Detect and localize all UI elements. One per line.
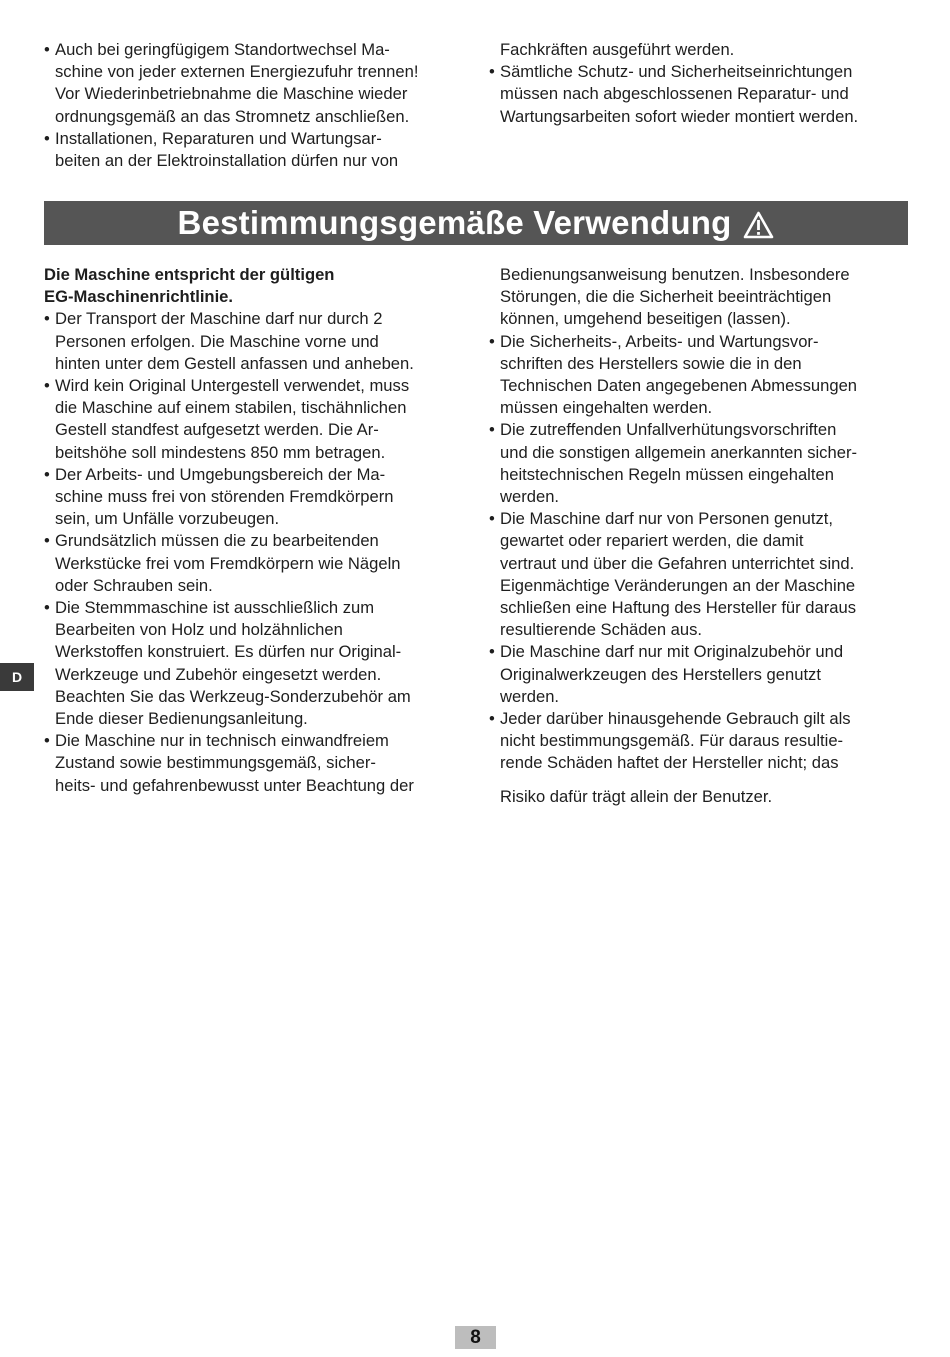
top-right-column (489, 39, 914, 128)
list-item-text: Installationen, Reparaturen und Wartungsar- beiten an der Elektroinstallation dürfen nur von (55, 128, 399, 171)
list-item: • Die Stemmmaschine ist ausschließlich zum Bearbeiten von Holz und holzähnlichen Werkstoffen konstruiert. Es dürfen nur Original- Werkzeuge und Zubehör eingesetzt werden. Beachten Sie das Werkzeug-Sonderzubehör am Ende dieser Bedienungsanleitung. (44, 598, 411, 729)
list-item-text: Sämtliche Schutz- und Sicherheitseinrichtungen müssen nach abgeschlossenen Reparatur- und Wartungsarbeiten sofort wieder montiert werden. (500, 62, 859, 126)
section-heading (178, 204, 775, 242)
list-item: • Der Transport der Maschine darf nur durch 2 Personen erfolgen. Die Maschine vorne und hinten unter dem Gestell anfassen und anheben. (44, 309, 414, 373)
section-left-column (44, 264, 468, 797)
language-tab: D (0, 663, 34, 691)
list-item-text: Die Stemmmaschine ist ausschließlich zum Bearbeiten von Holz und holzähnlichen Werkstoffen konstruiert. Es dürfen nur Original- Werkzeuge und Zubehör eingesetzt werden. Beachten Sie das Werkzeug-Sonderzubehör am Ende dieser Bedienungsanleitung. (55, 598, 411, 729)
list-item-text: Jeder darüber hinausgehende Gebrauch gilt als nicht bestimmungsgemäß. Für daraus resultie- rende Schäden haftet der Hersteller nicht; das (500, 709, 851, 773)
list-item: • Die Maschine nur in technisch einwandfreiem Zustand sowie bestimmungsgemäß, sicher- heits- und gefahrenbewusst unter Beachtung der (44, 731, 414, 795)
list-item: • Die Sicherheits-, Arbeits- und Wartungsvor- schriften des Herstellers sowie die in den Technischen Daten angegebenen Abmessungen müssen eingehalten werden. (489, 331, 858, 418)
list-item: • Installationen, Reparaturen und Wartungsar- beiten an der Elektroinstallation dürfen nur von (44, 128, 399, 171)
list-item-text: Die zutreffenden Unfallverhütungsvorschriften und die sonstigen allgemein anerkannten sicher- heitstechnischen Regeln müssen eingehalten werden. (500, 420, 857, 507)
list-item-text: Die Maschine nur in technisch einwandfreiem Zustand sowie bestimmungsgemäß, sicher- heits- und gefahrenbewusst unter Beachtung der (55, 731, 414, 795)
list-item: • Die Maschine darf nur von Personen genutzt, gewartet oder repariert werden, die damit vertraut und über die Gefahren unterrichtet sind. Eigenmächtige Veränderungen an der Maschine schließen eine Haftung des Hersteller für daraus resultierende Schäden aus. (489, 509, 857, 640)
list-item-text: Wird kein Original Untergestell verwendet, muss die Maschine auf einem stabilen, tischähnlichen Gestell standfest aufgesetzt werden. Die Ar- beitshöhe soll mindestens 850 mm betragen. (55, 376, 410, 462)
section-intro: Die Maschine entspricht der gültigen EG-Maschinenrichtlinie. (44, 265, 335, 307)
warning-triangle-icon (743, 209, 774, 237)
list-item-text: Der Transport der Maschine darf nur durch 2 Personen erfolgen. Die Maschine vorne und hinten unter dem Gestell anfassen und anheben. (55, 309, 414, 373)
list-item: • Die zutreffenden Unfallverhütungsvorschriften und die sonstigen allgemein anerkannten sicher- heitstechnischen Regeln müssen eingehalten werden. (489, 420, 857, 507)
final-text: Risiko dafür trägt allein der Benutzer. (500, 786, 773, 806)
section-right-column (489, 264, 914, 808)
list-item: • Grundsätzlich müssen die zu bearbeitenden Werkstücke frei vom Fremdkörpern wie Nägeln oder Schrauben sein. (44, 531, 401, 595)
page-number: 8 (455, 1326, 496, 1349)
list-item: • Wird kein Original Untergestell verwendet, muss die Maschine auf einem stabilen, tischähnlichen Gestell standfest aufgesetzt werden. Die Ar- beitshöhe soll mindestens 850 mm betragen. (44, 376, 410, 462)
list-item: • Jeder darüber hinausgehende Gebrauch gilt als nicht bestimmungsgemäß. Für daraus resultie- rende Schäden haftet der Hersteller nicht; das (489, 709, 851, 773)
list-item: • Der Arbeits- und Umgebungsbereich der Ma- schine muss frei von störenden Fremdkörpern sein, um Unfälle vorzubeugen. (44, 464, 394, 529)
list-item-text: Die Maschine darf nur von Personen genutzt, gewartet oder repariert werden, die damit vertraut und über die Gefahren unterrichtet sind. Eigenmächtige Veränderungen an der Maschine schließen eine Haftung des Hersteller für daraus resultierende Schäden aus. (500, 509, 857, 640)
list-item: • Auch bei geringfügigem Standortwechsel Ma- schine von jeder externen Energiezufuhr trennen! Vor Wiederinbetriebnahme die Maschine wieder ordnungsgemäß an das Stromnetz anschließen. (44, 40, 419, 126)
list-item-text: Grundsätzlich müssen die zu bearbeitenden Werkstücke frei vom Fremdkörpern wie Nägeln oder Schrauben sein. (55, 531, 401, 595)
list-item-text: Der Arbeits- und Umgebungsbereich der Ma- schine muss frei von störenden Fremdkörpern sein, um Unfälle vorzubeugen. (55, 464, 394, 529)
section-banner (44, 201, 908, 245)
list-item: • Sämtliche Schutz- und Sicherheitseinrichtungen müssen nach abgeschlossenen Reparatur- und Wartungsarbeiten sofort wieder montiert werden. (489, 62, 859, 126)
list-item-text: Die Maschine darf nur mit Originalzubehör und Originalwerkzeugen des Herstellers genutzt werden. (500, 642, 844, 706)
continued-text: Bedienungsanweisung benutzen. Insbesondere Störungen, die die Sicherheit beeinträchtigen können, umgehend beseitigen (lassen). (500, 265, 850, 329)
continued-text: Fachkräften ausgeführt werden. (500, 40, 735, 59)
list-item-text: Auch bei geringfügigem Standortwechsel Ma- schine von jeder externen Energiezufuhr trennen! Vor Wiederinbetriebnahme die Maschine wieder ordnungsgemäß an das Stromnetz anschließen. (55, 40, 419, 126)
list-item-text: Die Sicherheits-, Arbeits- und Wartungsvor- schriften des Herstellers sowie die in den Technischen Daten angegebenen Abmessungen müssen eingehalten werden. (500, 331, 858, 418)
section-title: Bestimmungsgemäße Verwendung (177, 204, 732, 241)
list-item: • Die Maschine darf nur mit Originalzubehör und Originalwerkzeugen des Herstellers genutzt werden. (489, 642, 844, 706)
top-left-column (44, 39, 468, 172)
